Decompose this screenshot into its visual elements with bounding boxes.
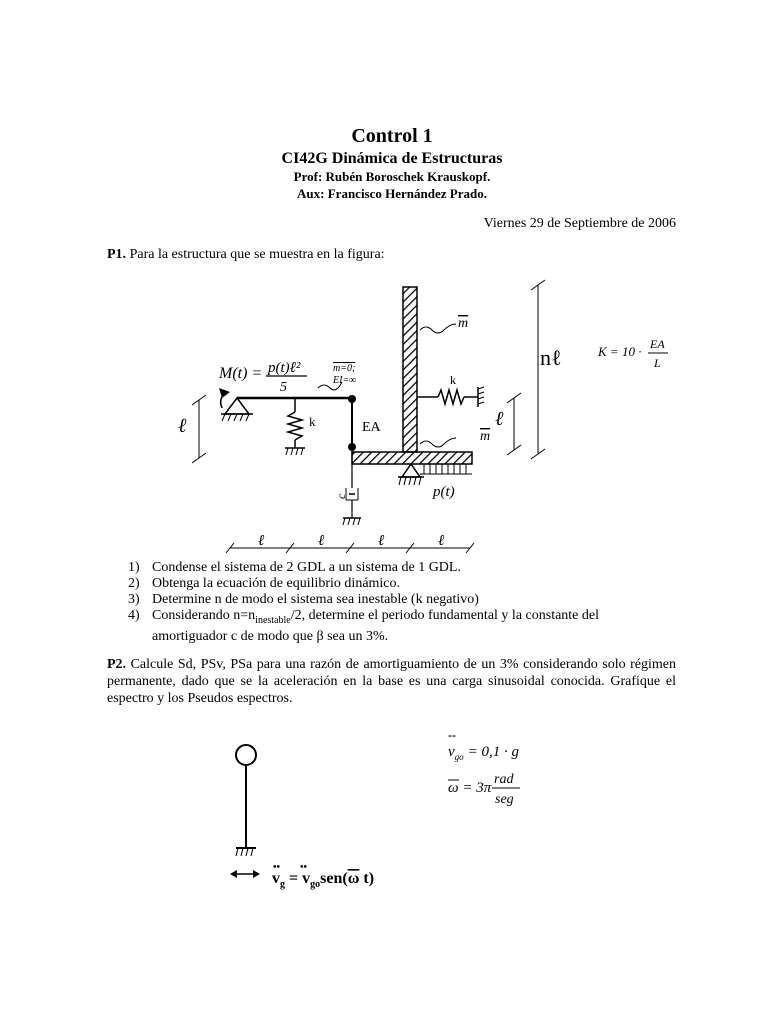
span-label-2: ℓ <box>318 533 325 549</box>
question-4: 4) Considerando $n=n_{inestable}/2$, determine el periodo fundamental y la constante del amortiguador c de modo que β sea un 3%. <box>128 608 599 644</box>
spring-k-left-label: k <box>309 414 316 429</box>
load-label: p(t) <box>433 484 455 500</box>
ground-motion-arrow <box>230 870 260 878</box>
professor-line: Prof: Rubén Boroschek Krauskopf. <box>293 169 491 184</box>
question-1: 1) Condense el sistema de 2 GDL a un sistema de 1 GDL. <box>128 560 461 575</box>
massless-note-1: m=0; <box>333 363 356 374</box>
height-label-left: ℓ <box>178 415 187 437</box>
span-label-3: ℓ <box>378 533 385 549</box>
p1-intro: Para la estructura que se muestra en la figura: <box>129 247 385 262</box>
span-label-1: ℓ <box>258 533 265 549</box>
svg-text:**: ** <box>448 733 456 742</box>
omega-numerator: rad <box>494 772 514 787</box>
question-2: 2) Obtenga la ecuación de equilibrio dinámico. <box>128 576 401 591</box>
moment-numerator: p(t)ℓ² <box>268 360 301 376</box>
exam-date: Viernes 29 de Septiembre de 2006 <box>483 216 676 231</box>
moment-label: M(t) = <box>219 365 263 382</box>
height-label-right: ℓ <box>495 408 504 430</box>
k-formula-numerator: EA <box>650 337 665 351</box>
svg-text:••: •• <box>300 862 308 873</box>
k-formula-lhs: K = 10 · <box>598 344 642 359</box>
question-3: 3) Determine n de modo el sistema sea inestable (k negativo) <box>128 592 479 607</box>
total-height-label: nℓ <box>540 345 562 370</box>
massless-note-2: EI=∞ <box>333 375 357 386</box>
course-title: CI42G Dinámica de Estructuras <box>281 150 503 167</box>
ground-eq: $v_g = v_{go}sen(\omega$ t) <box>272 870 375 890</box>
vgo-formula: $v_{go} = 0,1 \cdot g$ <box>448 744 520 762</box>
p2-label: P2. <box>107 657 127 672</box>
p1-label: P1. <box>107 247 127 262</box>
ea-label: EA <box>362 420 381 435</box>
svg-text:••: •• <box>273 862 281 873</box>
p2-text: Calcule Sd, PSv, PSa para una razón de amortiguamiento de un 3% considerando solo régimen permanente, dado que se la aceleración en la base es una carga sinusoidal conocida. Grafique el espectro y los Pseudos espectros. <box>107 657 676 706</box>
moment-denominator: 5 <box>280 380 287 395</box>
assistant-line: Aux: Francisco Hernández Prado. <box>297 186 487 201</box>
damper-c-label: c <box>334 493 348 499</box>
omega-denominator: seg <box>495 792 514 807</box>
mass-label-base: m <box>480 429 491 444</box>
omega-formula: ω = 3π <box>448 780 492 796</box>
span-label-4: ℓ <box>438 533 445 549</box>
mass-label-top: m <box>458 316 469 331</box>
k-formula-denominator: L <box>654 356 661 370</box>
spring-k-right-label: k <box>450 373 456 387</box>
lumped-mass <box>236 745 256 765</box>
page-title: Control 1 <box>351 125 433 147</box>
